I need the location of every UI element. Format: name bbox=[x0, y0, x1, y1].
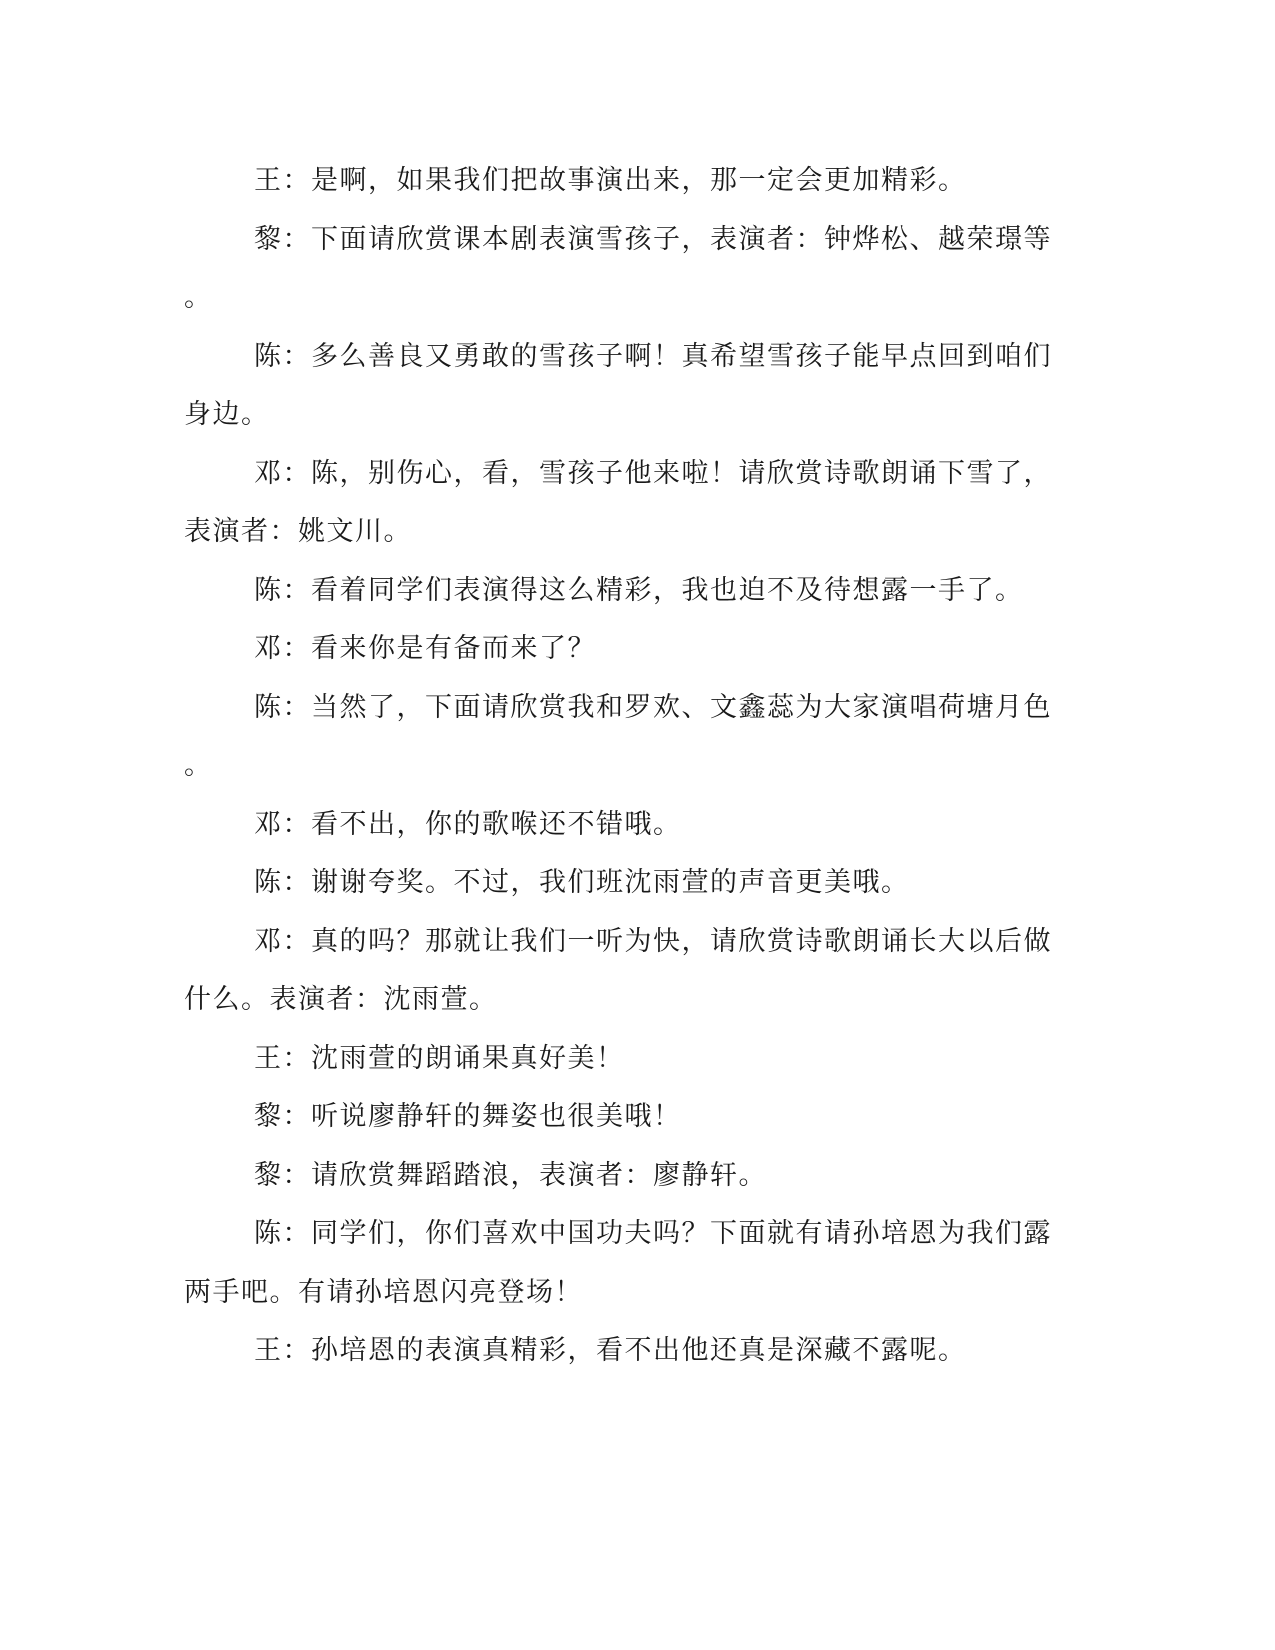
paragraph-line: 王：孙培恩的表演真精彩，看不出他还真是深藏不露呢。 bbox=[254, 1335, 967, 1366]
paragraph bbox=[184, 1030, 1044, 1089]
script-text bbox=[184, 152, 1052, 1381]
paragraph bbox=[184, 152, 1044, 211]
paragraph-line: 王：沈雨萱的朗诵果真好美！ bbox=[254, 1042, 625, 1074]
paragraph-line: 身边。 bbox=[184, 399, 270, 430]
paragraph bbox=[184, 854, 1044, 913]
paragraph-line: 。 bbox=[184, 750, 213, 781]
paragraph-line: 。 bbox=[184, 282, 213, 313]
paragraph-line: 陈：同学们，你们喜欢中国功夫吗？下面就有请孙培恩为我们露 bbox=[254, 1218, 1052, 1249]
paragraph-line: 什么。表演者：沈雨萱。 bbox=[184, 984, 498, 1015]
paragraph-line: 陈：看着同学们表演得这么精彩，我也迫不及待想露一手了。 bbox=[254, 574, 1024, 606]
paragraph-line: 两手吧。有请孙培恩闪亮登场！ bbox=[184, 1276, 583, 1308]
paragraph bbox=[184, 1088, 1044, 1147]
paragraph bbox=[184, 796, 1044, 855]
paragraph bbox=[184, 445, 1052, 562]
paragraph-line: 陈：多么善良又勇敢的雪孩子啊！真希望雪孩子能早点回到咱们 bbox=[254, 340, 1052, 372]
paragraph bbox=[184, 913, 1052, 1030]
paragraph-line: 陈：当然了，下面请欣赏我和罗欢、文鑫蕊为大家演唱荷塘月色 bbox=[254, 691, 1052, 723]
paragraph-line: 黎：请欣赏舞蹈踏浪，表演者：廖静轩。 bbox=[254, 1159, 767, 1191]
paragraph bbox=[184, 1205, 1052, 1322]
paragraph bbox=[184, 620, 1044, 679]
paragraph-line: 陈：谢谢夸奖。不过，我们班沈雨萱的声音更美哦。 bbox=[254, 867, 910, 898]
paragraph-line: 邓：陈，别伤心，看，雪孩子他来啦！请欣赏诗歌朗诵下雪了， bbox=[254, 457, 1052, 489]
paragraph-line: 王：是啊，如果我们把故事演出来，那一定会更加精彩。 bbox=[254, 165, 967, 196]
paragraph-line: 黎：下面请欣赏课本剧表演雪孩子，表演者：钟烨松、越荣璟等 bbox=[254, 223, 1052, 255]
paragraph-line: 邓：真的吗？那就让我们一听为快，请欣赏诗歌朗诵长大以后做 bbox=[254, 925, 1052, 957]
paragraph bbox=[184, 211, 1052, 328]
paragraph bbox=[184, 328, 1052, 445]
paragraph-line: 表演者：姚文川。 bbox=[184, 516, 412, 547]
paragraph-line: 黎：听说廖静轩的舞姿也很美哦！ bbox=[254, 1101, 682, 1132]
paragraph-line: 邓：看不出，你的歌喉还不错哦。 bbox=[254, 808, 682, 840]
paragraph bbox=[184, 679, 1052, 796]
paragraph-line: 邓：看来你是有备而来了？ bbox=[254, 633, 596, 664]
paragraph bbox=[184, 1147, 1044, 1206]
paragraph bbox=[184, 562, 1044, 621]
paragraph bbox=[184, 1322, 1044, 1381]
